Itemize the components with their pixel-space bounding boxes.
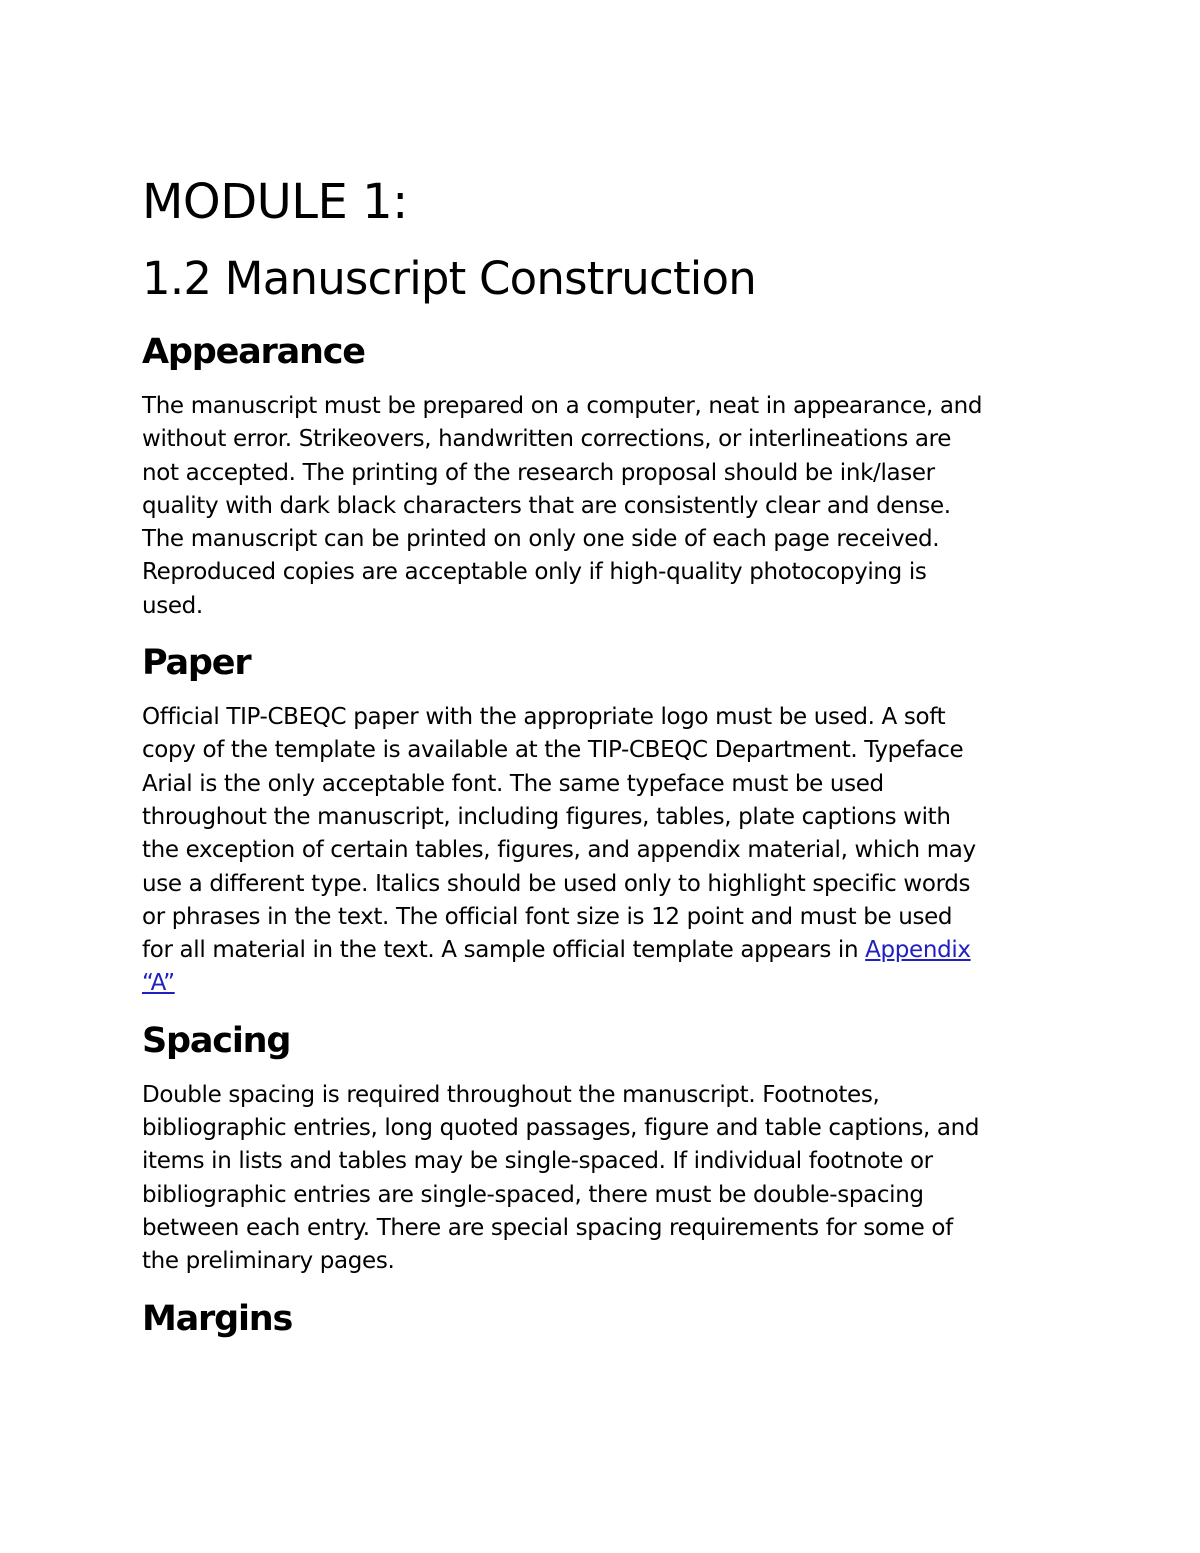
heading-appearance: Appearance: [142, 332, 365, 372]
text-line-with-link: [142, 934, 1062, 967]
text-line: copy of the template is available at the TIP-CBEQC Department. Typeface: [142, 737, 964, 764]
text-line-with-link: [142, 967, 1062, 1000]
module-title: MODULE 1:: [142, 174, 408, 230]
paragraph-paper: [142, 701, 1062, 1001]
heading-paper: Paper: [142, 643, 251, 684]
text-line: Double spacing is required throughout the manuscript. Footnotes,: [142, 1081, 880, 1108]
text-line: items in lists and tables may be single-spaced. If individual footnote or: [142, 1148, 933, 1175]
text-line: The manuscript must be prepared on a computer, neat in appearance, and: [142, 393, 983, 419]
heading-margins: Margins: [142, 1298, 293, 1339]
text-line: quality with dark black characters that are consistently clear and dense.: [142, 492, 951, 519]
text-line: bibliographic entries are single-spaced, there must be double-spacing: [142, 1181, 924, 1208]
section-title: 1.2 Manuscript Construction: [142, 252, 756, 305]
text-segment: for all material in the text. A sample official template appears in: [142, 937, 866, 964]
text-line: throughout the manuscript, including figures, tables, plate captions with: [142, 803, 951, 830]
text-line: without error. Strikeovers, handwritten corrections, or interlineations are: [142, 426, 952, 453]
text-line: Arial is the only acceptable font. The same typeface must be used: [142, 770, 884, 797]
text-line: between each entry. There are special spacing requirements for some of: [142, 1214, 953, 1241]
text-line: Reproduced copies are acceptable only if high-quality photocopying is: [142, 559, 927, 586]
text-line: bibliographic entries, long quoted passages, figure and table captions, and: [142, 1115, 980, 1142]
text-line: Official TIP-CBEQC paper with the appropriate logo must be used. A soft: [142, 704, 946, 731]
text-line: use a different type. Italics should be used only to highlight specific words: [142, 870, 971, 897]
text-line: the exception of certain tables, figures, and appendix material, which may: [142, 837, 976, 864]
text-line: not accepted. The printing of the research proposal should be ink/laser: [142, 459, 935, 486]
text-line: the preliminary pages.: [142, 1248, 395, 1275]
text-line: used.: [142, 592, 203, 619]
appendix-a-link[interactable]: Appendix: [865, 937, 971, 964]
text-line: The manuscript can be printed on only one side of each page received.: [142, 526, 940, 553]
paragraph-spacing: [142, 1079, 1062, 1279]
text-line: or phrases in the text. The official font size is 12 point and must be used: [142, 903, 953, 930]
heading-spacing: Spacing: [142, 1020, 291, 1061]
document-page: [142, 168, 1062, 1343]
paragraph-appearance: [142, 390, 1062, 623]
appendix-a-link-continued[interactable]: “A”: [142, 970, 175, 997]
